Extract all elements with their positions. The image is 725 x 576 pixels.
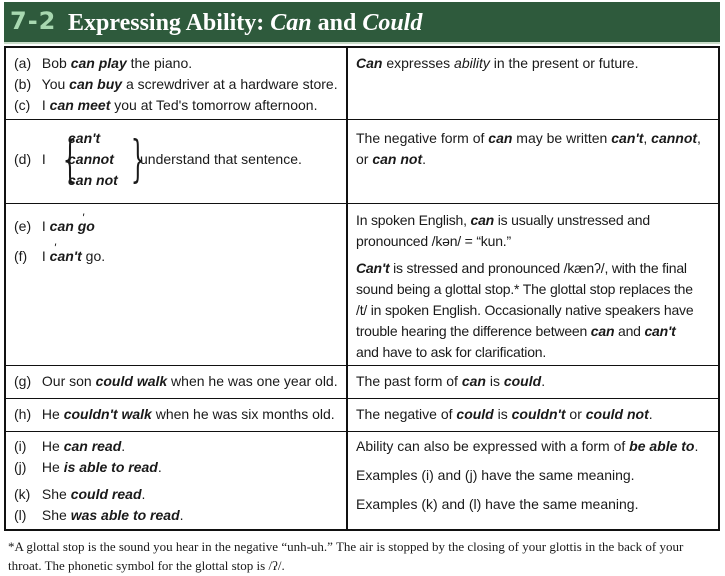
form-cannot: cannot [68, 151, 114, 167]
explanation-cell [356, 128, 710, 170]
stressed-text: can't ' [50, 248, 82, 264]
bold-text: can't [644, 323, 676, 339]
footnote-line: throat. The phonetic symbol for the glottal stop is /ʔ/. [8, 558, 285, 573]
line [356, 210, 710, 231]
bold-text: couldn't [511, 406, 566, 422]
label: (b) [14, 76, 32, 92]
bold-text: was able to read [70, 507, 180, 523]
grammar-table [4, 46, 720, 531]
example-d-label [14, 149, 46, 170]
title-can: Can [270, 10, 312, 36]
table-row [6, 398, 718, 431]
explanation-cell [356, 404, 710, 425]
text: is stressed and pronounced /kænʔ/, with the final [389, 260, 687, 276]
text: He [41, 406, 64, 422]
text: is [493, 406, 512, 422]
example-l [14, 505, 184, 526]
text: Our son [41, 373, 96, 389]
example-cell [14, 53, 338, 116]
text: He [41, 438, 64, 454]
table-row [6, 431, 718, 529]
explanation-cell [356, 371, 710, 392]
text: She [41, 507, 71, 523]
text: I [41, 151, 46, 167]
form-cant: can't [68, 130, 101, 146]
text: expresses [382, 55, 455, 71]
chart-title [68, 10, 422, 37]
text: . [141, 486, 146, 502]
text: You [41, 76, 70, 92]
bold-text: could [503, 373, 542, 389]
title-and: and [311, 10, 363, 36]
text: a screwdriver at a hardware store. [122, 76, 338, 92]
table-row [6, 203, 718, 365]
text: in the present or future. [489, 55, 639, 71]
text: is [485, 373, 504, 389]
title-prefix: Expressing Ability: [68, 10, 271, 36]
stressed-text: go ' [78, 218, 95, 234]
italic-text: ability [454, 55, 490, 71]
bold-text: can not [372, 151, 423, 167]
text: . [541, 373, 546, 389]
line: and have to ask for clarification. [356, 344, 547, 360]
text: . [157, 459, 162, 475]
example-e [14, 216, 95, 237]
text: or [356, 151, 373, 167]
example-a [14, 53, 338, 74]
text: I [41, 248, 50, 264]
text: . [694, 438, 699, 454]
text: Bob [41, 55, 71, 71]
chart-title-bar [4, 2, 720, 44]
text: or [565, 406, 586, 422]
text: She [41, 486, 71, 502]
text: trouble hearing the difference between [356, 323, 591, 339]
bold-text: can [470, 212, 495, 228]
label: (k) [14, 486, 31, 502]
text: , [643, 130, 652, 146]
label: (a) [14, 55, 32, 71]
bold-text: could walk [95, 373, 168, 389]
text: The negative of [356, 406, 457, 422]
label: (l) [14, 507, 27, 523]
line: pronounced /kən/ = “kun.” [356, 233, 511, 249]
text: . [179, 507, 184, 523]
bold-text: cannot [651, 130, 698, 146]
chart-number: 7-2 [10, 7, 57, 35]
bold-text: could [456, 406, 494, 422]
example-f [14, 246, 105, 267]
right-brace: } [130, 130, 146, 188]
line: Examples (i) and (j) have the same meaning. [356, 467, 635, 483]
table-row [6, 119, 718, 203]
text: I [41, 218, 50, 234]
text: you at Ted's tomorrow afternoon. [110, 97, 318, 113]
text: the piano. [126, 55, 193, 71]
left-brace: { [62, 130, 78, 188]
bold-text: Can't [356, 260, 390, 276]
line: sound being a glottal stop.* The glottal stop replaces the [356, 281, 693, 297]
table-row [6, 365, 718, 398]
text: is usually unstressed and [494, 212, 650, 228]
text: . [648, 406, 653, 422]
spacer [356, 486, 710, 494]
text: when he was one year old. [167, 373, 338, 389]
example-k [14, 484, 145, 505]
explanation-cell [356, 210, 710, 363]
text: The past form of [356, 373, 462, 389]
text: I [41, 97, 50, 113]
bold-text: could read [70, 486, 142, 502]
explanation-cell [356, 436, 710, 515]
text: He [41, 459, 64, 475]
text: In spoken English, [356, 212, 471, 228]
label: (d) [14, 151, 32, 167]
table-row [6, 48, 718, 119]
bold-text: couldn't walk [63, 406, 152, 422]
footnote-line: *A glottal stop is the sound you hear in the negative “unh-uh.” The air is stopped by the closing of your glottis in the back of your [8, 539, 684, 554]
spacer [356, 457, 710, 465]
line [356, 128, 710, 149]
bold-text: be able to [629, 438, 695, 454]
line: /t/ in spoken English. Occasionally native speakers have [356, 302, 694, 318]
form-can-not: can not [68, 172, 118, 188]
title-could: Could [362, 10, 423, 36]
text: The negative form of [356, 130, 489, 146]
label: (j) [14, 459, 27, 475]
line: Examples (k) and (l) have the same meaning. [356, 496, 639, 512]
example-g [14, 371, 338, 392]
text: and [614, 323, 645, 339]
example-c [14, 95, 338, 116]
footnote [8, 537, 718, 575]
example-b [14, 74, 338, 95]
text: go. [81, 248, 106, 264]
text: when he was six months old. [151, 406, 335, 422]
bold-text: can play [70, 55, 127, 71]
bold-text: is able to read [63, 459, 158, 475]
label: (i) [14, 438, 27, 454]
label: (h) [14, 406, 32, 422]
line [356, 258, 710, 279]
bold-text: can [461, 373, 486, 389]
text: . [422, 151, 427, 167]
explanation-cell [356, 53, 710, 74]
bold-text: can buy [69, 76, 123, 92]
label: (f) [14, 248, 28, 264]
negative-forms [68, 128, 118, 191]
bold-text: can [488, 130, 513, 146]
line [356, 436, 710, 457]
text: Ability can also be expressed with a form of [356, 438, 630, 454]
label: (e) [14, 218, 32, 234]
bold-text: can't [611, 130, 644, 146]
label: (g) [14, 373, 32, 389]
example-d-text: understand that sentence. [140, 151, 302, 167]
bold-text: can read [63, 438, 122, 454]
line [356, 321, 710, 342]
text: , [697, 130, 701, 146]
example-i [14, 436, 125, 457]
line [356, 149, 710, 170]
label: (c) [14, 97, 31, 113]
text: . [121, 438, 126, 454]
bold-text: Can [356, 55, 383, 71]
example-h [14, 404, 335, 425]
bold-text: can [590, 323, 615, 339]
text: may be written [512, 130, 612, 146]
bold-text: can [49, 218, 78, 234]
example-j [14, 457, 162, 478]
bold-text: can meet [49, 97, 111, 113]
bold-text: could not [585, 406, 649, 422]
